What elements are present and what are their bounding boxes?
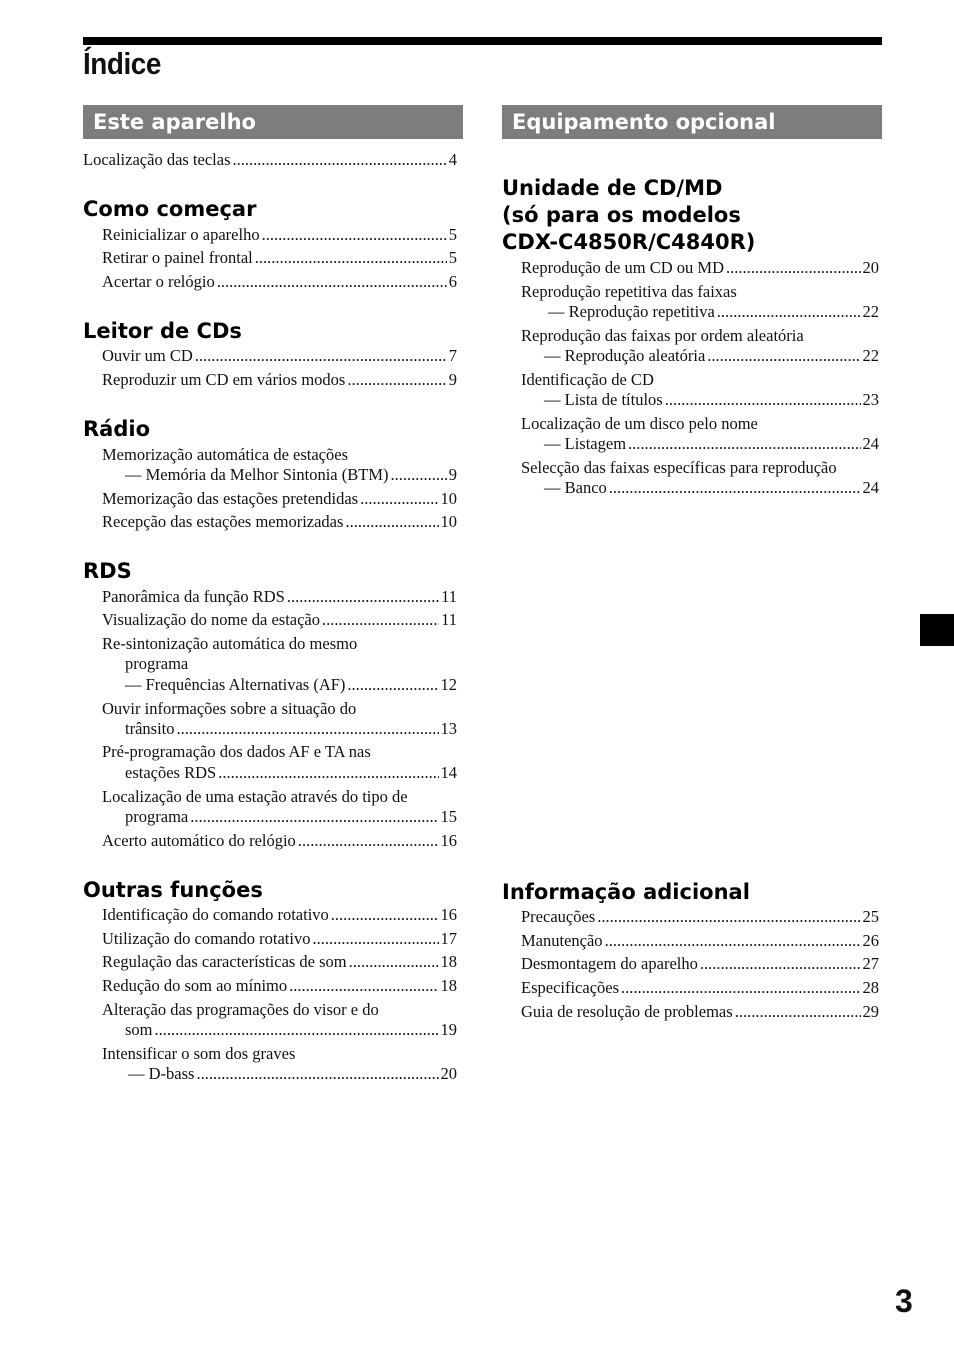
section-banner-equipamento-opcional: Equipamento opcional	[502, 105, 882, 139]
toc-entry[interactable]	[544, 478, 879, 498]
toc-entry-page: 23	[862, 390, 879, 409]
toc-entry-label: Manutenção	[521, 931, 603, 950]
dot-leader	[255, 248, 447, 268]
dot-leader	[331, 905, 439, 925]
dot-leader	[700, 954, 861, 974]
toc-entry-page: 17	[440, 929, 457, 948]
toc-entry-page: 24	[862, 478, 879, 497]
toc-entry-label: trânsito	[125, 719, 175, 738]
toc-entry[interactable]	[128, 1064, 457, 1084]
toc-entry[interactable]	[102, 831, 457, 851]
toc-entry[interactable]	[544, 390, 879, 410]
toc-entry-page: 11	[441, 610, 457, 629]
dot-leader	[155, 1020, 439, 1040]
heading-como-comecar: Como começar	[83, 197, 257, 221]
toc-entry-line[interactable]: Reprodução repetitiva das faixas	[521, 282, 737, 301]
dot-leader	[233, 150, 447, 170]
toc-entry[interactable]	[83, 150, 457, 170]
toc-entry-page: 19	[440, 1020, 457, 1039]
toc-entry-label: Desmontagem do aparelho	[521, 954, 698, 973]
dot-leader	[621, 978, 860, 998]
dot-leader	[298, 831, 439, 851]
toc-entry-page: 7	[448, 346, 457, 365]
dot-leader	[391, 465, 447, 485]
dot-leader	[726, 258, 860, 278]
toc-entry-page: 27	[862, 954, 879, 973]
toc-entry[interactable]	[102, 587, 457, 607]
toc-entry-page: 29	[862, 1002, 879, 1021]
toc-entry[interactable]	[521, 954, 879, 974]
toc-entry-line[interactable]: Alteração das programações do visor e do	[102, 1000, 379, 1019]
toc-entry-page: 25	[862, 907, 879, 926]
toc-entry-label: — Listagem	[544, 434, 627, 453]
toc-entry[interactable]	[521, 978, 879, 998]
heading-outras-funcoes: Outras funções	[83, 878, 263, 902]
toc-entry-page: 22	[862, 302, 879, 321]
toc-entry[interactable]	[102, 272, 457, 292]
toc-entry-line[interactable]: Intensificar o som dos graves	[102, 1044, 296, 1063]
toc-entry[interactable]	[544, 346, 879, 366]
heading-rds: RDS	[83, 559, 132, 583]
toc-entry-page: 5	[448, 225, 457, 244]
toc-entry-page: 10	[440, 489, 457, 508]
toc-entry-label: Panorâmica da função RDS	[102, 587, 285, 606]
heading-unidade-line1: Unidade de CD/MD	[502, 176, 723, 200]
dot-leader	[628, 434, 860, 454]
dot-leader	[665, 390, 861, 410]
toc-entry[interactable]	[102, 512, 457, 532]
toc-entry[interactable]	[102, 225, 457, 245]
toc-entry-page: 18	[440, 952, 457, 971]
dot-leader	[717, 302, 861, 322]
toc-entry-line[interactable]: Memorização automática de estações	[102, 445, 349, 464]
toc-entry-page: 26	[862, 931, 879, 950]
toc-entry[interactable]	[102, 976, 457, 996]
toc-entry-label: — Banco	[544, 478, 607, 497]
dot-leader	[707, 346, 860, 366]
toc-entry[interactable]	[102, 489, 457, 509]
toc-entry-page: 6	[448, 272, 457, 291]
toc-entry-label: Utilização do comando rotativo	[102, 929, 311, 948]
toc-entry[interactable]	[102, 929, 457, 949]
toc-entry[interactable]	[125, 719, 457, 739]
toc-entry-page: 15	[440, 807, 457, 826]
dot-leader	[735, 1002, 861, 1022]
toc-entry-label: Recepção das estações memorizadas	[102, 512, 344, 531]
toc-entry-line[interactable]: programa	[125, 654, 189, 673]
toc-entry-label: Ouvir um CD	[102, 346, 193, 365]
toc-entry-label: Visualização do nome da estação	[102, 610, 320, 629]
toc-entry[interactable]	[102, 370, 457, 390]
toc-entry[interactable]	[521, 1002, 879, 1022]
toc-entry-label: programa	[125, 807, 189, 826]
heading-unidade-line3: CDX-C4850R/C4840R)	[502, 230, 756, 254]
toc-entry-label: — Frequências Alternativas (AF)	[125, 675, 346, 694]
toc-entry-page: 10	[440, 512, 457, 531]
toc-entry-page: 9	[448, 465, 457, 484]
toc-entry[interactable]	[125, 465, 457, 485]
toc-entry-line[interactable]: Localização de uma estação através do tipo de	[102, 787, 408, 806]
heading-leitor-de-cds: Leitor de CDs	[83, 319, 242, 343]
toc-entry-line[interactable]: Localização de um disco pelo nome	[521, 414, 758, 433]
toc-entry-label: Acertar o relógio	[102, 272, 215, 291]
toc-entry-label: Especificações	[521, 978, 620, 997]
toc-entry-page: 20	[440, 1064, 457, 1083]
dot-leader	[196, 1064, 438, 1084]
toc-entry-label: Reprodução de um CD ou MD	[521, 258, 725, 277]
thumb-index-tab	[920, 614, 954, 646]
toc-entry-label: — Reprodução aleatória	[544, 346, 706, 365]
toc-entry-page: 13	[440, 719, 457, 738]
toc-entry[interactable]	[544, 434, 879, 454]
dot-leader	[218, 763, 438, 783]
toc-entry-label: som	[125, 1020, 153, 1039]
dot-leader	[605, 931, 861, 951]
toc-entry-label: Memorização das estações pretendidas	[102, 489, 359, 508]
dot-leader	[312, 929, 438, 949]
toc-entry[interactable]	[102, 610, 457, 630]
top-rule	[83, 37, 882, 45]
toc-entry-line[interactable]: Ouvir informações sobre a situação do	[102, 699, 357, 718]
toc-entry[interactable]	[102, 346, 457, 366]
toc-entry-page: 16	[440, 831, 457, 850]
dot-leader	[322, 610, 439, 630]
dot-leader	[190, 807, 438, 827]
dot-leader	[287, 587, 439, 607]
toc-entry[interactable]	[125, 1020, 457, 1040]
heading-unidade-line2: (só para os modelos	[502, 203, 741, 227]
toc-entry-page: 22	[862, 346, 879, 365]
toc-entry-page: 5	[448, 248, 457, 267]
toc-entry[interactable]	[125, 763, 457, 783]
toc-entry-page: 16	[440, 905, 457, 924]
page-title: Índice	[83, 46, 161, 81]
dot-leader	[177, 719, 439, 739]
dot-leader	[349, 952, 439, 972]
heading-informacao-adicional: Informação adicional	[502, 880, 750, 904]
toc-entry-label: Localização das teclas	[83, 150, 231, 169]
toc-entry-line[interactable]: Pré-programação dos dados AF e TA nas	[102, 742, 371, 761]
toc-entry[interactable]	[521, 907, 879, 927]
toc-entry-label: Guia de resolução de problemas	[521, 1002, 733, 1021]
toc-entry-label: — Memória da Melhor Sintonia (BTM)	[125, 465, 389, 484]
toc-entry-page: 14	[440, 763, 457, 782]
toc-entry-line[interactable]: Selecção das faixas específicas para reprodução	[521, 458, 837, 477]
toc-entry[interactable]	[125, 807, 457, 827]
heading-radio: Rádio	[83, 417, 150, 441]
dot-leader	[345, 512, 438, 532]
dot-leader	[217, 272, 447, 292]
dot-leader	[347, 675, 438, 695]
toc-entry[interactable]	[102, 248, 457, 268]
toc-entry[interactable]	[521, 258, 879, 278]
toc-entry-label: Reinicializar o aparelho	[102, 225, 260, 244]
toc-entry-label: Regulação das características de som	[102, 952, 347, 971]
toc-entry-label: estações RDS	[125, 763, 217, 782]
toc-entry-page: 9	[448, 370, 457, 389]
toc-entry-label: Acerto automático do relógio	[102, 831, 296, 850]
toc-entry-label: — Lista de títulos	[544, 390, 663, 409]
toc-entry-line[interactable]: Identificação de CD	[521, 370, 654, 389]
toc-entry-line[interactable]: Re-sintonização automática do mesmo	[102, 634, 358, 653]
toc-entry[interactable]	[125, 675, 457, 695]
toc-entry-page: 20	[862, 258, 879, 277]
section-banner-este-aparelho: Este aparelho	[83, 105, 463, 139]
toc-entry-label: — D-bass	[128, 1064, 195, 1083]
toc-entry-page: 28	[862, 978, 879, 997]
toc-entry-page: 12	[440, 675, 457, 694]
toc-entry[interactable]	[102, 905, 457, 925]
toc-entry[interactable]	[102, 952, 457, 972]
toc-entry-label: Precauções	[521, 907, 596, 926]
toc-entry[interactable]	[548, 302, 879, 322]
toc-entry-label: Retirar o painel frontal	[102, 248, 253, 267]
dot-leader	[360, 489, 438, 509]
dot-leader	[347, 370, 446, 390]
page-number: 3	[895, 1283, 913, 1319]
toc-entry-page: 4	[448, 150, 457, 169]
toc-entry-label: Identificação do comando rotativo	[102, 905, 329, 924]
dot-leader	[289, 976, 438, 996]
toc-entry-label: — Reprodução repetitiva	[548, 302, 715, 321]
toc-entry-page: 18	[440, 976, 457, 995]
dot-leader	[609, 478, 861, 498]
toc-entry[interactable]	[521, 931, 879, 951]
toc-entry-page: 11	[441, 587, 457, 606]
dot-leader	[262, 225, 447, 245]
toc-entry-label: Reproduzir um CD em vários modos	[102, 370, 346, 389]
dot-leader	[195, 346, 447, 366]
toc-entry-line[interactable]: Reprodução das faixas por ordem aleatória	[521, 326, 804, 345]
dot-leader	[597, 907, 860, 927]
toc-entry-page: 24	[862, 434, 879, 453]
toc-entry-label: Redução do som ao mínimo	[102, 976, 288, 995]
